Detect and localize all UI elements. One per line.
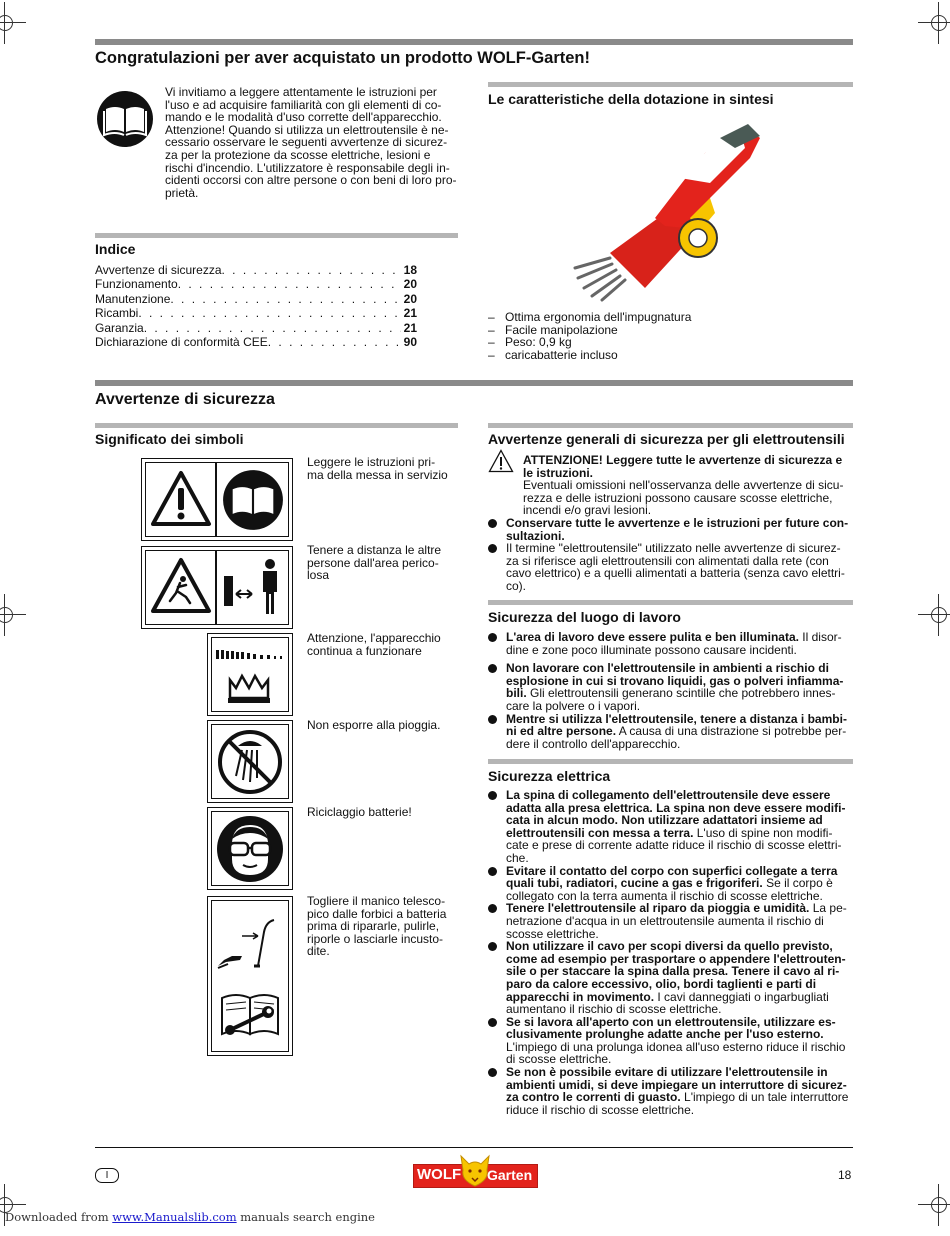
registration-mark <box>0 12 16 34</box>
list-item: – caricabatterie incluso <box>488 347 618 362</box>
list-item: La spina di collegamento dell'elettroutensile deve essere adatta alla presa elettrica. La spina non deve essere modifi- cata in alcun modo. Non utilizzare adattatori insieme ad elettroutensili con messa a terra. L'uso di spine non modifi- cate e prese di corrente adatte riduce il rischio di scosse elettri- che. <box>488 789 853 865</box>
list-item: Non utilizzare il cavo per scopi diversi da quello previsto, come ad esempio per trasportare o appendere l'elettrouten- sile o per staccare la spina dalla presa. Tenere il cavo al ri- paro da calore eccessivo, olio, bordi taglienti e parti di apparecchi in movimento. I cavi danneggiati o ingarbugliati aumentano il rischio di scosse elettriche. <box>488 940 853 1016</box>
manual-wrench-icon <box>218 990 282 1038</box>
toc-row[interactable]: Ricambi . . . 21 <box>95 306 417 320</box>
warning-icon <box>150 470 212 528</box>
list-item: Se non è possibile evitare di utilizzare l'elettroutensile in ambienti umidi, si deve impiegare un interruttore di sicurez- za contro le correnti di guasto. L'impiego di un tale interruttore riduce il rischio di scosse elettriche. <box>488 1066 853 1116</box>
symbols-title: Significato dei simboli <box>95 431 244 447</box>
list-item: Non lavorare con l'elettroutensile in ambienti a rischio di esplosione in cui si trovano liquidi, gas o polveri infiamma- bili. Gli elettroutensili generano scintille che potrebbero innes- care la polvere o i vapori. <box>488 662 853 712</box>
list-item: – Facile manipolazione <box>488 322 618 337</box>
toc-row[interactable]: Avvertenze di sicurezza . . . 18 <box>95 263 417 277</box>
symbols-rule <box>95 423 458 428</box>
registration-mark <box>928 604 950 626</box>
header-rule <box>95 39 853 45</box>
registration-mark <box>0 604 16 626</box>
symbol-description: Leggere le istruzioni pri- ma della messa in servizio <box>307 455 448 482</box>
list-item: Evitare il contatto del corpo con superfici collegate a terra quali tubi, radiatori, cucine a gas e frigoriferi. Se il corpo è collegato con la terra aumenta il rischio di scosse elettriche. <box>488 865 853 903</box>
symbol-description: Non esporre alla pioggia. <box>307 718 441 732</box>
manualslib-link[interactable]: www.Manualslib.com <box>112 1210 237 1224</box>
features-title: Le caratteristiche della dotazione in sintesi <box>488 91 774 107</box>
list-item: L'area di lavoro deve essere pulita e ben illuminata. Il disor- dine e zone poco illuminate possono causare incidenti. <box>488 631 853 656</box>
no-rain-icon <box>216 728 284 796</box>
features-rule <box>488 82 853 87</box>
list-item: Tenere l'elettroutensile al riparo da pioggia e umidità. La pe- netrazione d'acqua in un elettroutensile aumenta il rischio di scosse elettriche. <box>488 902 853 940</box>
read-manual-icon <box>222 469 284 531</box>
registration-mark <box>928 12 950 34</box>
workplace-title: Sicurezza del luogo di lavoro <box>488 609 681 625</box>
page-title: Congratulazioni per aver acquistato un prodotto WOLF-Garten! <box>95 49 591 67</box>
list-item: Se si lavora all'aperto con un elettroutensile, utilizzare es- clusivamente prolunghe adatte anche per l'uso esterno. L'impiego di una prolunga idonea all'uso esterno riduce il rischio di scosse elettriche. <box>488 1016 853 1066</box>
index-title: Indice <box>95 241 136 257</box>
toc-row[interactable]: Manutenzione . . . 20 <box>95 292 417 306</box>
electrical-title: Sicurezza elettrica <box>488 768 611 784</box>
remove-handle-icon <box>214 912 286 972</box>
footer-rule <box>95 1147 853 1148</box>
general-warning: ATTENZIONE! Leggere tutte le avvertenze di sicurezza e le istruzioni. Eventuali omissioni nell'osservanza delle avvertenze di sicu- rezza e delle istruzioni possono causare scosse elettriche, incendi e/o gravi lesioni. Conservare tutte le avvertenze e le istruzioni per future con- sultazioni. Il termine "elettroutensile" utilizzato nelle avvertenze di sicurez- za si riferisce agli elettroutensili con alimentati dalla rete (con cavo elettrico) e a quelli alimentati a batteria (senza cavo elettri- co). <box>488 454 853 593</box>
symbol-description: Togliere il manico telesco- pico dalle forbici a batteria prima di ripararle, pulirle, riporle o lasciarle incusto- dite. <box>307 894 447 959</box>
table-of-contents <box>95 263 417 349</box>
toc-row[interactable]: Garanzia . . . 21 <box>95 321 417 335</box>
toc-row[interactable]: Dichiarazione di conformità CEE . . . 90 <box>95 335 417 349</box>
features-list <box>488 311 691 361</box>
wolf-garten-logo: WOLF Garten <box>413 1154 536 1188</box>
electrical-list <box>488 789 853 1116</box>
index-rule <box>95 233 458 238</box>
electrical-rule <box>488 759 853 764</box>
keep-distance-icon <box>220 556 286 618</box>
page-number: 18 <box>838 1168 852 1182</box>
download-credit: Downloaded from www.Manualslib.com manuals search engine <box>5 1210 375 1224</box>
safety-rule <box>95 380 853 386</box>
list-item: Il termine "elettroutensile" utilizzato nelle avvertenze di sicurez- za si riferisce agli elettroutensili con alimentati dalla rete (con cavo elettrico) e a quelli alimentati a batteria (senza cavo elettri- co). <box>488 542 853 592</box>
intro-text: Vi invitiamo a leggere attentamente le istruzioni per l'uso e ad acquisire familiarità con gli elementi di co- mando e le modalità d'uso corrette dell'apparecchio. Attenzione! Quando si utilizza un elettroutensile è ne- cessario osservare le seguenti avvertenze di sicurez- za per la protezione da scosse elettriche, lesioni e rischi d'incendio. L'utilizzatore è responsabile degli in- cidenti occorsi con altre persone o con beni di loro pro- prietà. <box>165 85 457 200</box>
product-shear-image <box>570 118 765 303</box>
list-item: Mentre si utilizza l'elettroutensile, tenere a distanza i bambi- ni ed altre persone. A causa di una distrazione si potrebbe per- dere il controllo dell'apparecchio. <box>488 713 853 751</box>
safety-title: Avvertenze di sicurezza <box>95 391 275 408</box>
general-title: Avvertenze generali di sicurezza per gli elettroutensili <box>488 431 845 447</box>
list-item: – Peso: 0,9 kg <box>488 335 572 350</box>
falling-object-warning-icon <box>150 557 212 615</box>
device-running-icon <box>214 646 286 706</box>
list-item: – Ottima ergonomia dell'impugnatura <box>488 310 692 324</box>
safety-goggles-icon <box>216 815 284 883</box>
workplace-rule <box>488 600 853 605</box>
workplace-list <box>488 631 853 750</box>
general-rule <box>488 423 853 428</box>
symbol-description: Riciclaggio batterie! <box>307 805 412 819</box>
registration-mark <box>928 1194 950 1216</box>
toc-row[interactable]: Funzionamento . . . 20 <box>95 277 417 291</box>
list-item: Conservare tutte le avvertenze e le istruzioni per future con- sultazioni. <box>488 517 853 542</box>
symbol-description: Attenzione, l'apparecchio continua a funzionare <box>307 631 441 658</box>
language-badge: I <box>95 1168 119 1183</box>
symbol-description: Tenere a distanza le altre persone dall'area perico- losa <box>307 543 442 583</box>
read-manual-icon <box>96 90 154 148</box>
